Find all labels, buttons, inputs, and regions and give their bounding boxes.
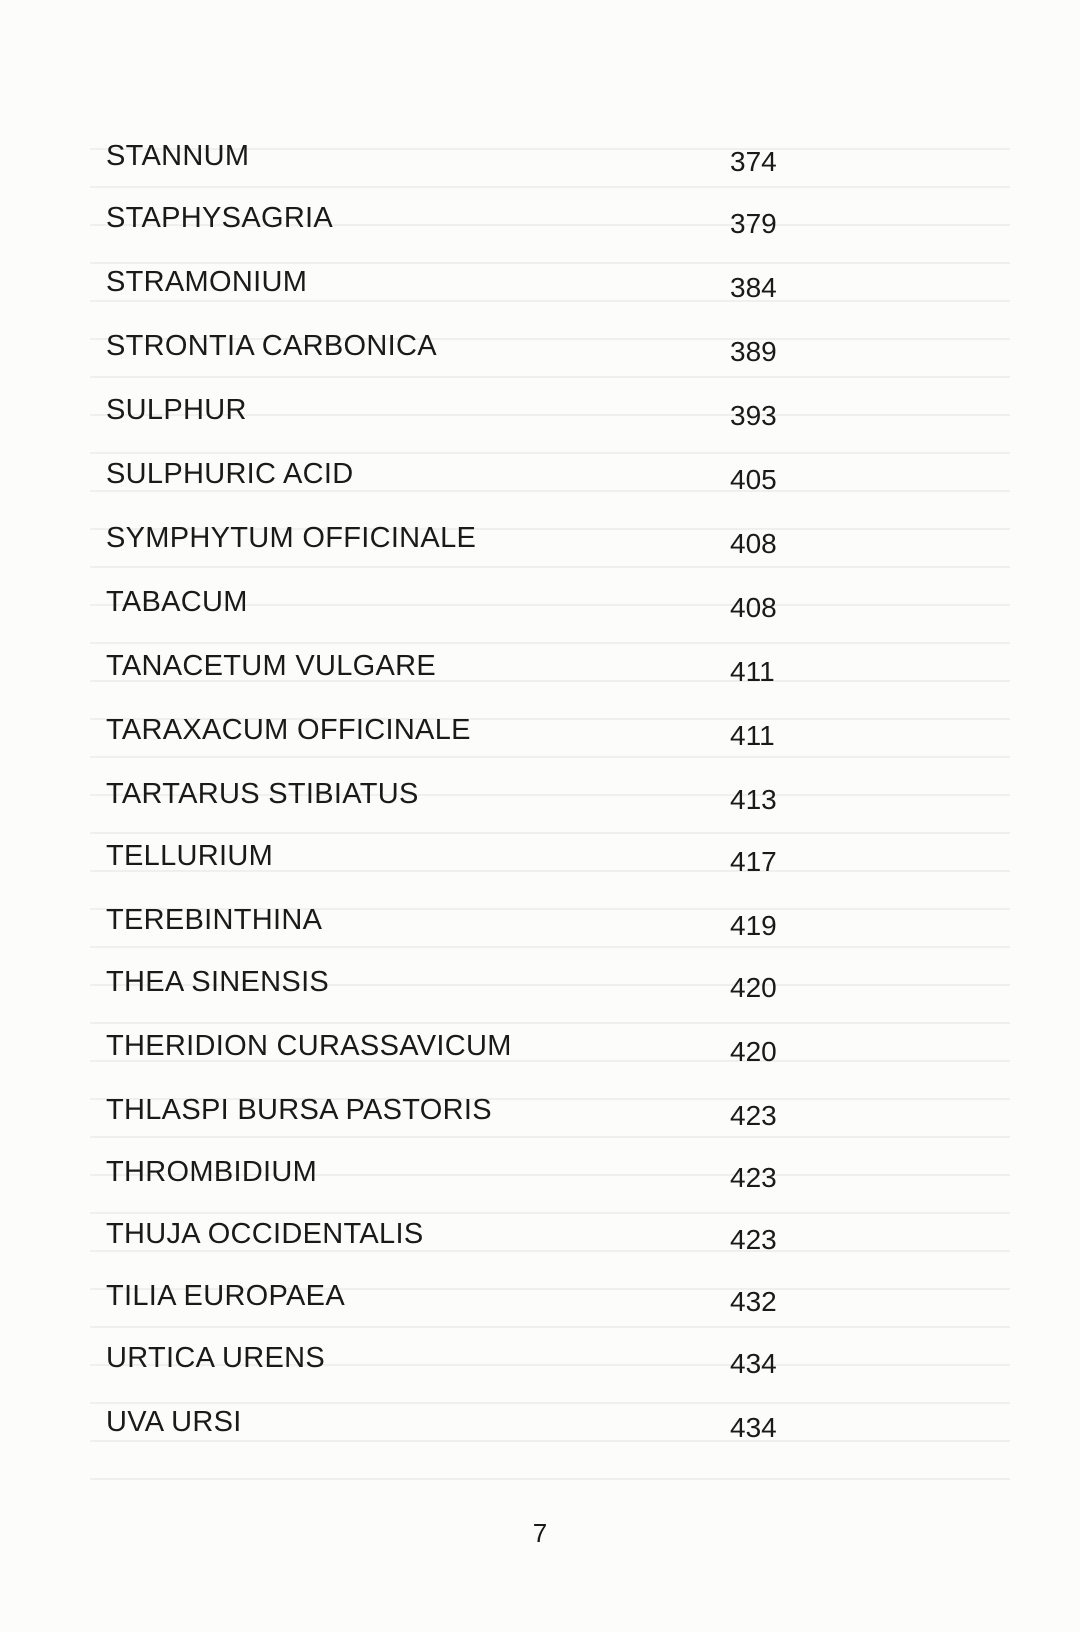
entry-name: THUJA OCCIDENTALIS (106, 1218, 424, 1250)
entry-page: 384 (730, 272, 777, 303)
entry-name: TELLURIUM (106, 840, 274, 872)
entry-page: 413 (730, 784, 777, 815)
entry-name: STAPHYSAGRIA (106, 202, 334, 234)
index-entry (0, 140, 1080, 180)
index-entry (0, 266, 1080, 306)
entry-name: UVA URSI (106, 1406, 242, 1438)
entry-name: TABACUM (106, 586, 248, 618)
entry-name: TARAXACUM OFFICINALE (106, 714, 471, 746)
entry-name: SULPHURIC ACID (106, 458, 354, 490)
entry-name: SULPHUR (106, 394, 247, 426)
entry-name: THEA SINENSIS (106, 966, 330, 998)
index-entry (0, 394, 1080, 434)
entry-page: 423 (730, 1100, 777, 1131)
entry-name: STRONTIA CARBONICA (106, 330, 437, 362)
entry-page: 393 (730, 400, 777, 431)
entry-page: 417 (730, 846, 777, 877)
entry-page: 423 (730, 1224, 777, 1255)
entry-page: 423 (730, 1162, 777, 1193)
entry-page: 411 (730, 656, 775, 687)
index-entry (0, 1094, 1080, 1134)
index-entry (0, 522, 1080, 562)
entry-page: 379 (730, 208, 777, 239)
entry-name: STRAMONIUM (106, 266, 308, 298)
index-entry (0, 586, 1080, 626)
entry-page: 374 (730, 146, 777, 177)
entry-page: 419 (730, 910, 777, 941)
index-entry (0, 1218, 1080, 1258)
entry-page: 434 (730, 1348, 777, 1379)
entry-page: 405 (730, 464, 777, 495)
entry-page: 434 (730, 1412, 777, 1443)
entry-page: 411 (730, 720, 775, 751)
entry-page: 408 (730, 592, 777, 623)
index-entry (0, 966, 1080, 1006)
entry-name: THERIDION CURASSAVICUM (106, 1030, 512, 1062)
index-entry (0, 714, 1080, 754)
entry-page: 389 (730, 336, 777, 367)
entry-name: URTICA URENS (106, 1342, 325, 1374)
entry-page: 408 (730, 528, 777, 559)
index-entry (0, 840, 1080, 880)
index-entry (0, 1342, 1080, 1382)
index-entry (0, 778, 1080, 818)
index-entry (0, 202, 1080, 242)
entry-page: 420 (730, 1036, 777, 1067)
entry-name: SYMPHYTUM OFFICINALE (106, 522, 477, 554)
index-entry (0, 650, 1080, 690)
entry-name: TEREBINTHINA (106, 904, 323, 936)
index-entry (0, 1030, 1080, 1070)
entry-name: TILIA EUROPAEA (106, 1280, 345, 1312)
page-number: 7 (532, 1518, 548, 1548)
index-entry (0, 904, 1080, 944)
entry-name: THROMBIDIUM (106, 1156, 318, 1188)
entry-page: 432 (730, 1286, 777, 1317)
index-entry (0, 1406, 1080, 1446)
entry-name: TARTARUS STIBIATUS (106, 778, 419, 810)
entry-name: THLASPI BURSA PASTORIS (106, 1094, 492, 1126)
entry-name: STANNUM (106, 140, 250, 172)
entry-name: TANACETUM VULGARE (106, 650, 437, 682)
entry-page: 420 (730, 972, 777, 1003)
index-entry (0, 330, 1080, 370)
index-entry (0, 1280, 1080, 1320)
index-entry (0, 458, 1080, 498)
index-entry (0, 1156, 1080, 1196)
